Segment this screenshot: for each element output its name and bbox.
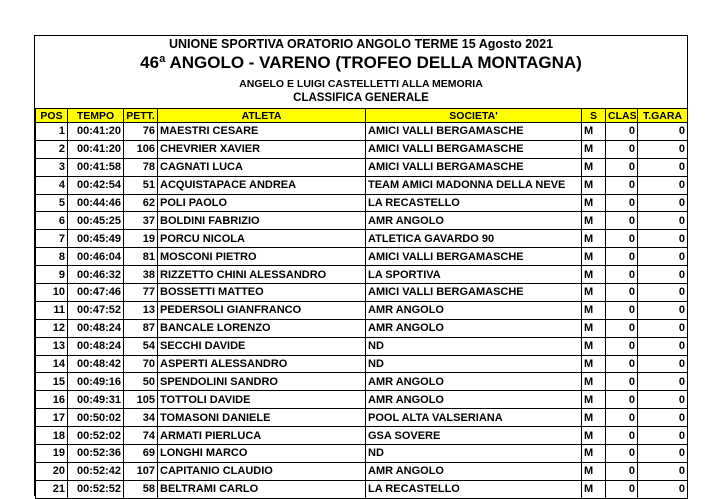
- cell-pos: 20: [36, 462, 68, 480]
- cell-clas: 0: [606, 409, 638, 427]
- table-row: [36, 284, 688, 302]
- ranking-title: CLASSIFICA GENERALE: [293, 92, 429, 104]
- cell-tempo: 00:41:20: [68, 140, 124, 158]
- table-row: [36, 266, 688, 284]
- cell-sex: M: [582, 373, 606, 391]
- cell-tempo: 00:46:32: [68, 266, 124, 284]
- table-row: [36, 373, 688, 391]
- cell-societa: AMR ANGOLO: [366, 319, 582, 337]
- cell-pett: 62: [124, 194, 158, 212]
- cell-tempo: 00:42:54: [68, 176, 124, 194]
- table-row: [36, 427, 688, 445]
- cell-sex: M: [582, 480, 606, 498]
- cell-pos: 6: [36, 212, 68, 230]
- cell-pett: 38: [124, 266, 158, 284]
- cell-tgara: 0: [638, 212, 688, 230]
- cell-pett: 34: [124, 409, 158, 427]
- cell-atleta: CAGNATI LUCA: [158, 158, 366, 176]
- cell-pett: 107: [124, 462, 158, 480]
- cell-atleta: ACQUISTAPACE ANDREA: [158, 176, 366, 194]
- cell-tgara: 0: [638, 427, 688, 445]
- cell-pos: 14: [36, 355, 68, 373]
- cell-atleta: SECCHI DAVIDE: [158, 337, 366, 355]
- cell-tempo: 00:52:42: [68, 462, 124, 480]
- cell-tempo: 00:47:46: [68, 284, 124, 302]
- cell-tgara: 0: [638, 337, 688, 355]
- cell-tempo: 00:41:20: [68, 123, 124, 141]
- cell-tgara: 0: [638, 391, 688, 409]
- cell-clas: 0: [606, 391, 638, 409]
- cell-clas: 0: [606, 158, 638, 176]
- cell-sex: M: [582, 140, 606, 158]
- cell-clas: 0: [606, 194, 638, 212]
- cell-societa: LA RECASTELLO: [366, 194, 582, 212]
- col-header-societa: SOCIETA': [366, 109, 582, 123]
- cell-atleta: BOSSETTI MATTEO: [158, 284, 366, 302]
- cell-societa: ND: [366, 355, 582, 373]
- cell-atleta: MAESTRI CESARE: [158, 123, 366, 141]
- cell-pos: 1: [36, 123, 68, 141]
- cell-clas: 0: [606, 248, 638, 266]
- cell-sex: M: [582, 158, 606, 176]
- table-row: [36, 176, 688, 194]
- cell-sex: M: [582, 248, 606, 266]
- cell-tgara: 0: [638, 409, 688, 427]
- cell-sex: M: [582, 176, 606, 194]
- cell-tempo: 00:50:02: [68, 409, 124, 427]
- cell-sex: M: [582, 123, 606, 141]
- cell-pett: 106: [124, 140, 158, 158]
- cell-sex: M: [582, 409, 606, 427]
- cell-sex: M: [582, 319, 606, 337]
- cell-societa: LA RECASTELLO: [366, 480, 582, 498]
- cell-clas: 0: [606, 284, 638, 302]
- cell-societa: AMR ANGOLO: [366, 391, 582, 409]
- cell-pos: 18: [36, 427, 68, 445]
- cell-societa: AMR ANGOLO: [366, 301, 582, 319]
- cell-clas: 0: [606, 480, 638, 498]
- cell-tempo: 00:49:16: [68, 373, 124, 391]
- cell-pos: 21: [36, 480, 68, 498]
- cell-pos: 10: [36, 284, 68, 302]
- cell-sex: M: [582, 266, 606, 284]
- cell-sex: M: [582, 301, 606, 319]
- cell-atleta: BOLDINI FABRIZIO: [158, 212, 366, 230]
- col-header-atleta: ATLETA: [158, 109, 366, 123]
- col-header-pett: PETT.: [124, 109, 158, 123]
- cell-pos: 19: [36, 445, 68, 463]
- col-header-pos: POS: [36, 109, 68, 123]
- cell-societa: AMR ANGOLO: [366, 462, 582, 480]
- cell-sex: M: [582, 230, 606, 248]
- table-row: [36, 391, 688, 409]
- cell-pett: 78: [124, 158, 158, 176]
- cell-tgara: 0: [638, 194, 688, 212]
- cell-clas: 0: [606, 337, 638, 355]
- cell-sex: M: [582, 445, 606, 463]
- cell-tgara: 0: [638, 480, 688, 498]
- cell-tempo: 00:52:36: [68, 445, 124, 463]
- col-header-tgara: T.GARA: [638, 109, 688, 123]
- cell-clas: 0: [606, 427, 638, 445]
- cell-tempo: 00:49:31: [68, 391, 124, 409]
- table-row: [36, 301, 688, 319]
- cell-pos: 11: [36, 301, 68, 319]
- cell-tempo: 00:45:49: [68, 230, 124, 248]
- cell-atleta: CAPITANIO CLAUDIO: [158, 462, 366, 480]
- cell-societa: ND: [366, 445, 582, 463]
- cell-pett: 77: [124, 284, 158, 302]
- cell-clas: 0: [606, 266, 638, 284]
- cell-pett: 76: [124, 123, 158, 141]
- table-row: [36, 140, 688, 158]
- cell-tgara: 0: [638, 123, 688, 141]
- cell-pos: 13: [36, 337, 68, 355]
- cell-pos: 3: [36, 158, 68, 176]
- table-row: [36, 445, 688, 463]
- cell-tgara: 0: [638, 445, 688, 463]
- cell-atleta: ARMATI PIERLUCA: [158, 427, 366, 445]
- cell-clas: 0: [606, 301, 638, 319]
- cell-tempo: 00:52:02: [68, 427, 124, 445]
- cell-pett: 87: [124, 319, 158, 337]
- cell-atleta: BANCALE LORENZO: [158, 319, 366, 337]
- cell-pett: 69: [124, 445, 158, 463]
- cell-tempo: 00:48:42: [68, 355, 124, 373]
- cell-societa: GSA SOVERE: [366, 427, 582, 445]
- cell-tempo: 00:41:58: [68, 158, 124, 176]
- cell-tgara: 0: [638, 373, 688, 391]
- cell-sex: M: [582, 355, 606, 373]
- table-row: [36, 194, 688, 212]
- cell-pos: 9: [36, 266, 68, 284]
- cell-tgara: 0: [638, 355, 688, 373]
- cell-pett: 105: [124, 391, 158, 409]
- cell-sex: M: [582, 337, 606, 355]
- cell-societa: ATLETICA GAVARDO 90: [366, 230, 582, 248]
- memorial-subtitle: ANGELO E LUIGI CASTELLETTI ALLA MEMORIA: [239, 78, 483, 90]
- cell-societa: AMICI VALLI BERGAMASCHE: [366, 140, 582, 158]
- cell-tgara: 0: [638, 140, 688, 158]
- cell-pett: 51: [124, 176, 158, 194]
- cell-clas: 0: [606, 140, 638, 158]
- cell-clas: 0: [606, 123, 638, 141]
- cell-tempo: 00:45:25: [68, 212, 124, 230]
- results-table: [35, 108, 688, 499]
- cell-societa: LA SPORTIVA: [366, 266, 582, 284]
- cell-pett: 70: [124, 355, 158, 373]
- cell-tgara: 0: [638, 301, 688, 319]
- cell-tgara: 0: [638, 284, 688, 302]
- table-row: [36, 230, 688, 248]
- cell-sex: M: [582, 194, 606, 212]
- cell-tgara: 0: [638, 319, 688, 337]
- cell-pos: 4: [36, 176, 68, 194]
- organizer-title: UNIONE SPORTIVA ORATORIO ANGOLO TERME 15 Agosto 2021: [168, 37, 554, 51]
- cell-pett: 54: [124, 337, 158, 355]
- cell-tempo: 00:52:52: [68, 480, 124, 498]
- cell-tgara: 0: [638, 158, 688, 176]
- cell-societa: AMICI VALLI BERGAMASCHE: [366, 284, 582, 302]
- cell-clas: 0: [606, 445, 638, 463]
- cell-pos: 7: [36, 230, 68, 248]
- cell-tempo: 00:47:52: [68, 301, 124, 319]
- cell-clas: 0: [606, 176, 638, 194]
- cell-atleta: SPENDOLINI SANDRO: [158, 373, 366, 391]
- race-title: 46ª ANGOLO - VARENO (TROFEO DELLA MONTAGNA): [140, 53, 582, 72]
- cell-tgara: 0: [638, 176, 688, 194]
- col-header-sex: S: [582, 109, 606, 123]
- cell-tempo: 00:46:04: [68, 248, 124, 266]
- cell-pos: 16: [36, 391, 68, 409]
- cell-clas: 0: [606, 373, 638, 391]
- cell-pos: 5: [36, 194, 68, 212]
- table-header-row: [36, 109, 688, 123]
- cell-clas: 0: [606, 230, 638, 248]
- table-row: [36, 212, 688, 230]
- cell-sex: M: [582, 212, 606, 230]
- cell-atleta: MOSCONI PIETRO: [158, 248, 366, 266]
- cell-clas: 0: [606, 319, 638, 337]
- cell-tempo: 00:48:24: [68, 319, 124, 337]
- cell-sex: M: [582, 284, 606, 302]
- cell-societa: AMR ANGOLO: [366, 373, 582, 391]
- cell-societa: AMR ANGOLO: [366, 212, 582, 230]
- cell-sex: M: [582, 427, 606, 445]
- cell-clas: 0: [606, 355, 638, 373]
- table-row: [36, 409, 688, 427]
- cell-atleta: RIZZETTO CHINI ALESSANDRO: [158, 266, 366, 284]
- cell-pos: 12: [36, 319, 68, 337]
- results-sheet: [34, 35, 688, 496]
- cell-atleta: TOMASONI DANIELE: [158, 409, 366, 427]
- cell-pett: 58: [124, 480, 158, 498]
- cell-clas: 0: [606, 462, 638, 480]
- cell-tgara: 0: [638, 266, 688, 284]
- cell-sex: M: [582, 462, 606, 480]
- cell-pett: 19: [124, 230, 158, 248]
- cell-pett: 50: [124, 373, 158, 391]
- cell-atleta: CHEVRIER XAVIER: [158, 140, 366, 158]
- table-row: [36, 248, 688, 266]
- table-row: [36, 158, 688, 176]
- table-row: [36, 480, 688, 498]
- cell-tgara: 0: [638, 230, 688, 248]
- cell-pett: 13: [124, 301, 158, 319]
- cell-societa: AMICI VALLI BERGAMASCHE: [366, 158, 582, 176]
- table-row: [36, 462, 688, 480]
- cell-atleta: LONGHI MARCO: [158, 445, 366, 463]
- cell-pett: 37: [124, 212, 158, 230]
- cell-atleta: TOTTOLI DAVIDE: [158, 391, 366, 409]
- cell-atleta: ASPERTI ALESSANDRO: [158, 355, 366, 373]
- cell-pos: 2: [36, 140, 68, 158]
- cell-societa: AMICI VALLI BERGAMASCHE: [366, 248, 582, 266]
- table-body: [36, 123, 688, 499]
- table-row: [36, 337, 688, 355]
- cell-atleta: PORCU NICOLA: [158, 230, 366, 248]
- cell-societa: POOL ALTA VALSERIANA: [366, 409, 582, 427]
- cell-societa: TEAM AMICI MADONNA DELLA NEVE: [366, 176, 582, 194]
- cell-pett: 81: [124, 248, 158, 266]
- cell-societa: ND: [366, 337, 582, 355]
- cell-pos: 8: [36, 248, 68, 266]
- cell-sex: M: [582, 391, 606, 409]
- table-row: [36, 319, 688, 337]
- cell-tempo: 00:48:24: [68, 337, 124, 355]
- cell-atleta: BELTRAMI CARLO: [158, 480, 366, 498]
- cell-pos: 15: [36, 373, 68, 391]
- table-row: [36, 355, 688, 373]
- cell-clas: 0: [606, 212, 638, 230]
- cell-atleta: POLI PAOLO: [158, 194, 366, 212]
- col-header-clas: CLAS: [606, 109, 638, 123]
- cell-tempo: 00:44:46: [68, 194, 124, 212]
- cell-societa: AMICI VALLI BERGAMASCHE: [366, 123, 582, 141]
- cell-atleta: PEDERSOLI GIANFRANCO: [158, 301, 366, 319]
- table-row: [36, 123, 688, 141]
- cell-pos: 17: [36, 409, 68, 427]
- cell-tgara: 0: [638, 462, 688, 480]
- cell-pett: 74: [124, 427, 158, 445]
- cell-tgara: 0: [638, 248, 688, 266]
- col-header-tempo: TEMPO: [68, 109, 124, 123]
